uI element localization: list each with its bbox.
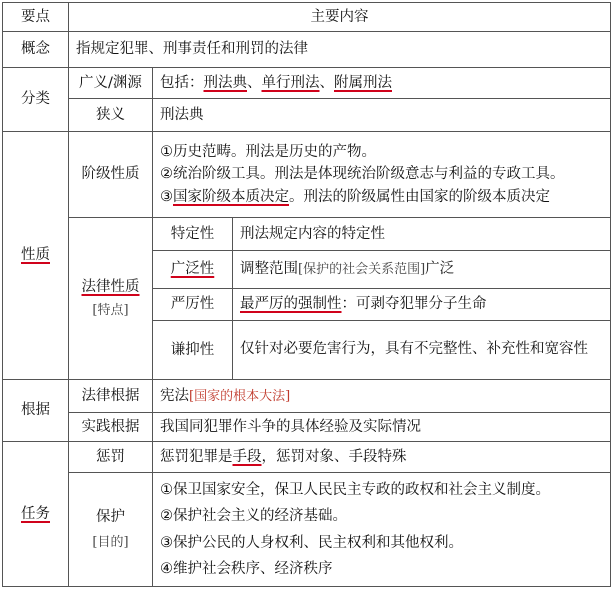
feature-broad-text — [233, 251, 611, 289]
legal-basis-note: [国家的根本大法] — [189, 388, 291, 404]
header-key-points: 要点 — [3, 3, 69, 32]
feature-broad-bracket: [保护的社会关系范围] — [298, 262, 426, 278]
nature-label — [3, 132, 69, 380]
category-label: 分类 — [3, 68, 69, 132]
practical-basis-label: 实践根据 — [69, 413, 153, 442]
protect-content — [153, 473, 611, 587]
punish-text — [153, 442, 611, 473]
legal-basis-main: 宪法 — [160, 387, 189, 404]
nature-label-text: 性质 — [21, 247, 50, 264]
legal-basis-text — [153, 380, 611, 413]
feature-broad-label — [153, 251, 233, 289]
broad-sep-2: 、 — [319, 74, 334, 91]
broad-item-special: 单行刑法 — [261, 74, 320, 91]
practical-basis-text: 我国同犯罪作斗争的具体经验及实际情况 — [153, 413, 611, 442]
protect-title: 保护 — [96, 509, 125, 526]
class-nature-content — [153, 132, 611, 218]
feature-severe-text — [233, 289, 611, 321]
feature-modest-label: 谦抑性 — [153, 321, 233, 380]
feature-broad-pre: 调整范围 — [240, 261, 298, 278]
feature-severe-label: 严厉性 — [153, 289, 233, 321]
feature-broad-post: 广泛 — [425, 261, 455, 278]
protect-note: [目的] — [92, 534, 129, 550]
broad-prefix: 包括： — [160, 74, 204, 91]
protect-line-4: ④维护社会秩序、经济秩序 — [160, 560, 333, 577]
class-line-3 — [160, 186, 603, 208]
feature-modest-text: 仅针对必要危害行为，具有不完整性、补充性和宽容性 — [233, 321, 611, 380]
protect-line-3: ③保护公民的人身权利、民主权利和其他权利。 — [160, 534, 463, 551]
broad-sep-1: 、 — [247, 74, 262, 91]
class-line-3-rest: 。刑法的阶级属性由国家的阶级本质决定 — [289, 188, 550, 205]
law-summary-table — [2, 2, 611, 587]
legal-nature-note: [特点] — [92, 302, 129, 318]
narrow-text: 刑法典 — [153, 99, 611, 132]
task-label — [3, 442, 69, 587]
protect-line-1: ①保卫国家安全，保卫人民民主专政的政权和社会主义制度。 — [160, 482, 550, 499]
class-line-3-prefix: ③ — [160, 188, 173, 205]
punish-pre: 惩罚犯罪是 — [160, 448, 233, 465]
broad-item-attached: 附属刑法 — [334, 74, 392, 91]
narrow-label: 狭义 — [69, 99, 153, 132]
concept-label: 概念 — [3, 32, 69, 68]
broad-label: 广义/渊源 — [69, 68, 153, 99]
broad-item-code: 刑法典 — [203, 74, 247, 91]
protect-label — [69, 473, 153, 587]
class-line-3-underlined: 国家阶级本质决定 — [173, 188, 289, 205]
punish-label: 惩罚 — [69, 442, 153, 473]
feature-specific-label: 特定性 — [153, 218, 233, 251]
punish-underlined: 手段 — [232, 448, 262, 465]
punish-post: ，惩罚对象、手段特殊 — [261, 448, 407, 465]
class-line-2: ②统治阶级工具。刑法是体现统治阶级意志与利益的专政工具。 — [160, 166, 565, 183]
task-label-text: 任务 — [21, 505, 50, 522]
feature-severe-underlined: 最严厉的强制性 — [240, 296, 342, 313]
legal-basis-label: 法律根据 — [69, 380, 153, 413]
header-main-content: 主要内容 — [69, 3, 611, 32]
class-nature-label: 阶级性质 — [69, 132, 153, 218]
feature-broad-label-text: 广泛性 — [170, 261, 215, 278]
protect-line-2: ②保护社会主义的经济基础。 — [160, 508, 347, 525]
legal-nature-title: 法律性质 — [81, 279, 140, 296]
feature-severe-post: ：可剥夺犯罪分子生命 — [341, 296, 487, 313]
feature-specific-text: 刑法规定内容的特定性 — [233, 218, 611, 251]
broad-content — [153, 68, 611, 99]
concept-text: 指规定犯罪、刑事责任和刑罚的法律 — [69, 32, 611, 68]
basis-label: 根据 — [3, 380, 69, 442]
class-line-1: ①历史范畴。刑法是历史的产物。 — [160, 143, 376, 160]
legal-nature-label — [69, 218, 153, 380]
